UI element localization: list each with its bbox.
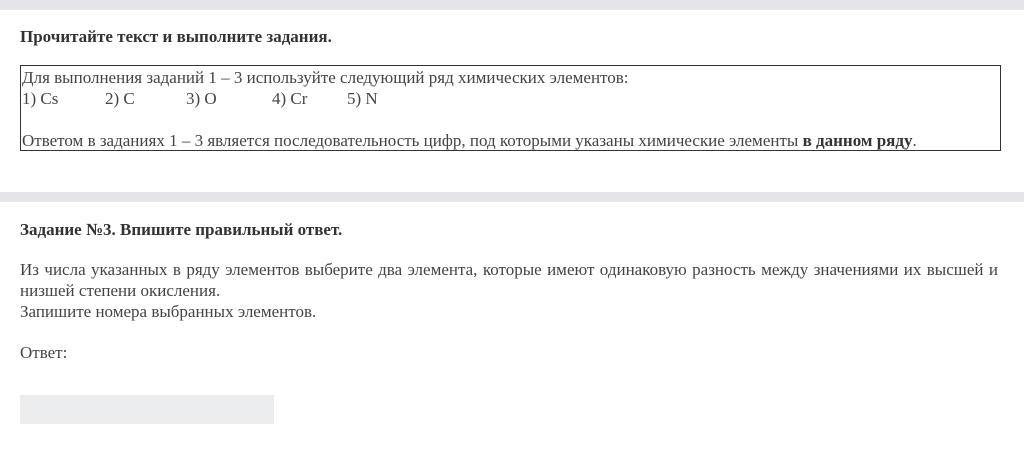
elements-info-box — [20, 65, 1001, 151]
elements-instruction-text: Для выполнения заданий 1 – 3 используйте следующий ряд химических элементов: — [22, 68, 629, 87]
task-question-text: Из числа указанных в ряду элементов выберите два элемента, которые имеют одинаковую разность между значениями их высшей и низшей степени окисления. — [20, 260, 998, 300]
answer-format-note — [22, 130, 917, 151]
answer-format-note-prefix: Ответом в заданиях 1 – 3 является последовательность цифр, под которыми указаны химические элементы — [22, 131, 803, 150]
answer-input[interactable] — [20, 395, 274, 424]
element-item-cs: 1) Cs — [22, 89, 59, 108]
answer-label: Ответ: — [20, 343, 68, 362]
task-description — [20, 259, 998, 322]
section-divider-bar — [0, 192, 1024, 202]
task-instruction-text: Запишите номера выбранных элементов. — [20, 302, 317, 321]
element-item-cr: 4) Cr — [272, 89, 308, 108]
intro-heading: Прочитайте текст и выполните задания. — [20, 27, 332, 46]
element-item-n: 5) N — [347, 89, 378, 108]
element-item-o: 3) O — [186, 89, 217, 108]
elements-list — [22, 88, 522, 109]
task-heading: Задание №3. Впишите правильный ответ. — [20, 220, 343, 239]
top-divider-bar — [0, 0, 1024, 10]
answer-format-note-emphasis: в данном ряду — [802, 131, 913, 150]
answer-format-note-suffix: . — [912, 131, 917, 150]
element-item-c: 2) C — [105, 89, 135, 108]
